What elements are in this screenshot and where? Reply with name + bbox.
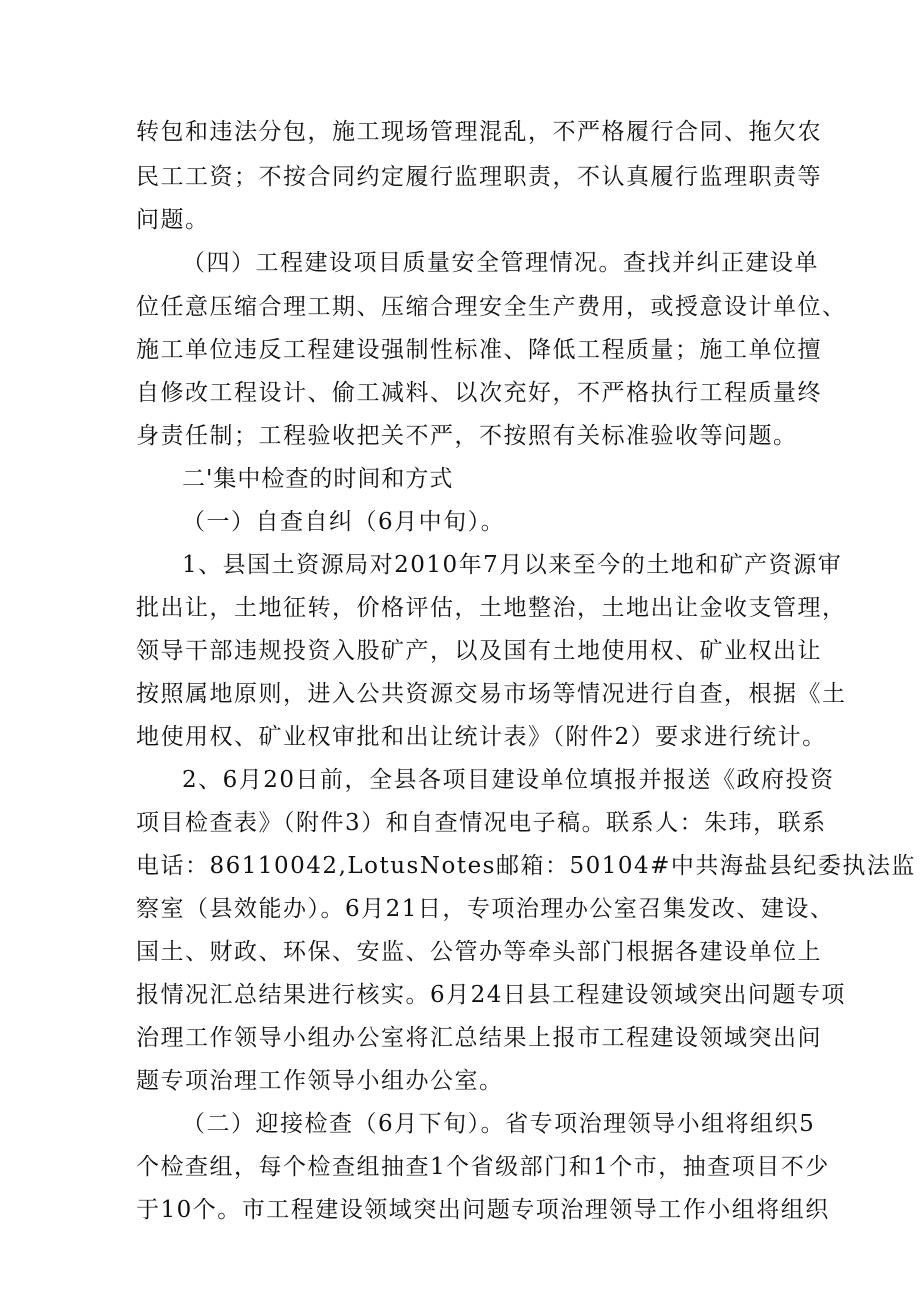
text-line: 察室（县效能办）。6月21日，专项治理办公室召集发改、建设、: [136, 896, 835, 922]
text-line: 领导干部违规投资入股矿产，以及国有土地使用权、矿业权出让: [136, 638, 822, 664]
text-line: 转包和违法分包，施工现场管理混乱，不严格履行合同、拖欠农: [136, 119, 822, 145]
text-line: 项目检查表》（附件3）和自查情况电子稿。联系人：朱玮，联系: [136, 810, 827, 836]
text-line: 施工单位违反工程建设强制性标准、降低工程质量；施工单位擅: [136, 337, 822, 363]
section-paragraph-start: （四）工程建设项目质量安全管理情况。查找并纠正建设单: [182, 250, 819, 276]
text-line: 位任意压缩合理工期、压缩合理安全生产费用，或授意设计单位、: [136, 294, 847, 320]
text-line: 问题。: [136, 207, 210, 233]
text-line: 批出让，土地征转，价格评估，土地整治，土地出让金收支管理，: [136, 595, 847, 621]
text-line: 个检查组，每个检查组抽查1个省级部门和1个市，抽查项目不少: [136, 1154, 830, 1180]
text-line: 自修改工程设计、偷工减料、以次充好，不严格执行工程质量终: [136, 380, 822, 406]
text-line: 民工工资；不按合同约定履行监理职责，不认真履行监理职责等: [136, 164, 822, 190]
text-line: 地使用权、矿业权审批和出让统计表》（附件2）要求进行统计。: [136, 724, 827, 750]
section-heading: 二'集中检查的时间和方式: [182, 466, 454, 492]
text-line: 治理工作领导小组办公室将汇总结果上报市工程建设领域突出问: [136, 1025, 822, 1051]
item-paragraph-start: 2、6月20日前，全县各项目建设单位填报并报送《政府投资: [182, 767, 835, 793]
text-line: 国土、财政、环保、安监、公管办等牵头部门根据各建设单位上: [136, 939, 822, 965]
item-paragraph-start: 1、县国土资源局对2010年7月以来至今的土地和矿产资源审: [182, 552, 843, 578]
text-line: 身责任制；工程验收把关不严，不按照有关标准验收等问题。: [136, 423, 798, 449]
text-line: 题专项治理工作领导小组办公室。: [136, 1068, 504, 1094]
text-line: 电话：86110042,LotusNotes邮箱：50104#中共海盐县纪委执法监: [136, 853, 916, 879]
text-line: 报情况汇总结果进行核实。6月24日县工程建设领域突出问题专项: [136, 982, 846, 1008]
subsection-paragraph-start: （二）迎接检查（6月下旬）。省专项治理领导小组将组织5: [182, 1111, 816, 1137]
subsection-heading: （一）自查自纠（6月中旬）。: [182, 509, 506, 535]
text-line: 按照属地原则，进入公共资源交易市场等情况进行自查，根据《土: [136, 681, 847, 707]
text-line: 于10个。市工程建设领域突出问题专项治理领导工作小组将组织: [136, 1197, 830, 1223]
